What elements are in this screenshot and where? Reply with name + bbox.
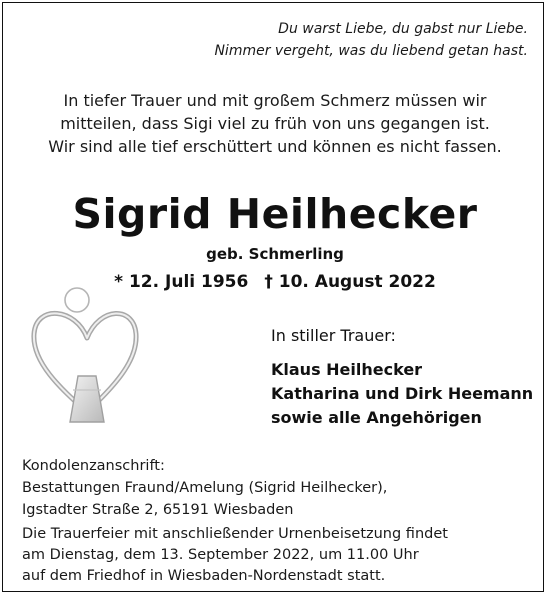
maiden-name: geb. Schmerling xyxy=(206,245,344,263)
mourner-name: sowie alle Angehörigen xyxy=(271,408,482,427)
condolence-address xyxy=(22,455,387,521)
mourners-label: In stiller Trauer: xyxy=(271,326,396,345)
intro-text xyxy=(0,89,550,158)
ceremony-line: auf dem Friedhof in Wiesbaden-Nordenstadt statt. xyxy=(22,568,386,584)
mourner-name: Klaus Heilhecker xyxy=(271,360,423,379)
mourner-name: Katharina und Dirk Heemann xyxy=(271,384,534,403)
mourners-block xyxy=(271,324,533,430)
intro-line: mitteilen, dass Sigi viel zu früh von uns gegangen ist. xyxy=(60,114,490,133)
ceremony-info xyxy=(22,524,448,587)
motto-quote xyxy=(214,18,528,62)
condolence-line: Bestattungen Fraund/Amelung (Sigrid Heilhecker), xyxy=(22,480,388,496)
deceased-name: Sigrid Heilhecker xyxy=(72,190,478,238)
angel-heart-icon xyxy=(26,280,150,440)
condolence-heading: Kondolenzanschrift: xyxy=(22,458,165,474)
condolence-line: Igstadter Straße 2, 65191 Wiesbaden xyxy=(22,502,294,518)
intro-line: Wir sind alle tief erschüttert und können es nicht fassen. xyxy=(48,137,502,156)
motto-line: Nimmer vergeht, was du liebend getan hast. xyxy=(214,43,528,59)
intro-line: In tiefer Trauer und mit großem Schmerz müssen wir xyxy=(63,91,487,110)
death-date: † 10. August 2022 xyxy=(264,272,436,292)
motto-line: Du warst Liebe, du gabst nur Liebe. xyxy=(278,21,528,37)
ceremony-line: am Dienstag, dem 13. September 2022, um 11.00 Uhr xyxy=(22,547,419,563)
ceremony-line: Die Trauerfeier mit anschließender Urnenbeisetzung findet xyxy=(22,526,448,542)
birth-date: * 12. Juli 1956 xyxy=(114,272,249,292)
